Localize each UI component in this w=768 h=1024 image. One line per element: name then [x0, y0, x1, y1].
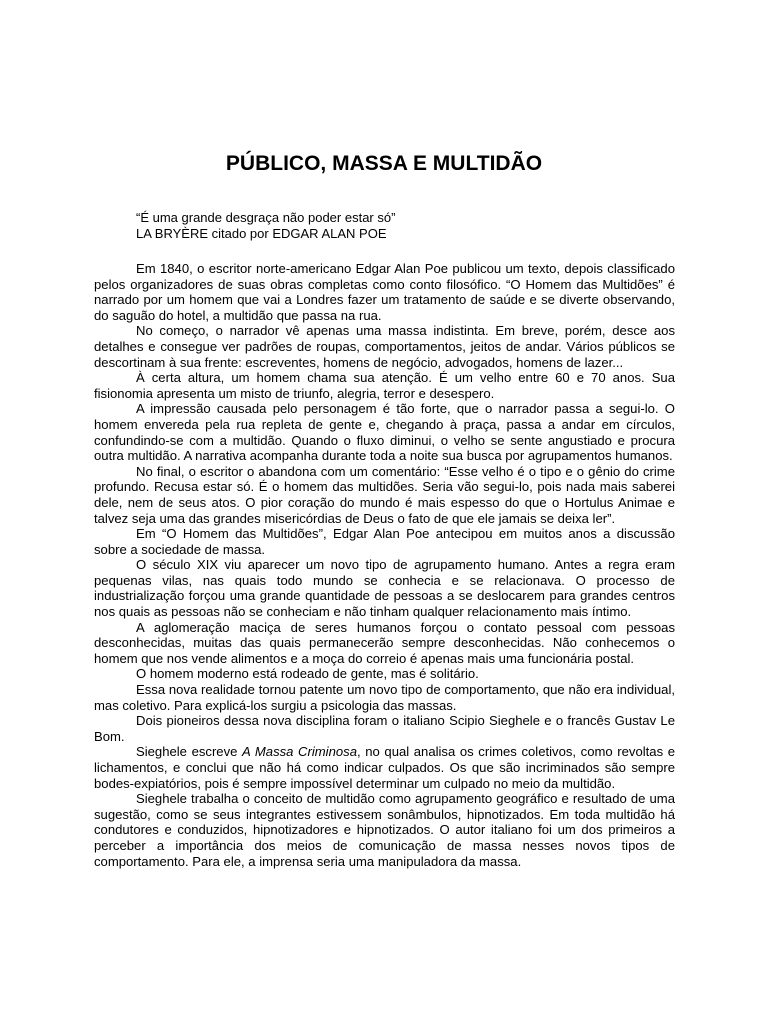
- paragraph: No começo, o narrador vê apenas uma massa indistinta. Em breve, porém, desce aos detalhes e consegue ver padrões de roupas, comportamentos, jeitos de andar. Vários públicos se descortinam à sua frente: escreventes, homens de negócio, advogados, homens de lazer...: [94, 323, 675, 370]
- paragraph-sieghele-book: [94, 744, 675, 791]
- paragraph-text: , no qual analisa os crimes coletivos, como revoltas e lichamentos, e conclui que não há como indicar culpados. Os que são incriminados são sempre bodes-expiatórios, pois é sempre impossível determinar um culpado no meio da multidão.: [94, 744, 675, 791]
- paragraph: O homem moderno está rodeado de gente, mas é solitário.: [136, 666, 479, 682]
- epigraph: [136, 210, 636, 242]
- epigraph-quote: “É uma grande desgraça não poder estar só”: [136, 210, 396, 225]
- paragraph-text: Sieghele escreve: [136, 744, 243, 760]
- page-title: PÚBLICO, MASSA E MULTIDÃO: [225, 152, 543, 175]
- paragraph: Sieghele trabalha o conceito de multidão como agrupamento geográfico e resultado de uma sugestão, como se seus integrantes estivessem sonâmbulos, hipnotizados. Em toda multidão há condutores e conduzidos, hipnotizadores e hipnotizados. O autor italiano foi um dos primeiros a perceber a importância dos meios de comunicação de massa nesses novos tipos de comportamento. Para ele, a imprensa seria uma manipuladora da massa.: [94, 791, 675, 869]
- paragraph: A impressão causada pelo personagem é tão forte, que o narrador passa a segui-lo. O homem envereda pela rua repleta de gente e, chegando à praça, passa a andar em círculos, confundindo-se com a multidão. Quando o fluxo diminui, o velho se sente angustiado e procura outra multidão. A narrativa acompanha durante toda a noite sua busca por agrupamentos humanos.: [94, 401, 675, 464]
- body-text: [94, 261, 675, 869]
- paragraph: Dois pioneiros dessa nova disciplina foram o italiano Scipio Sieghele e o francês Gustav Le Bom.: [94, 713, 675, 744]
- paragraph: Essa nova realidade tornou patente um novo tipo de comportamento, que não era individual, mas coletivo. Para explicá-los surgiu a psicologia das massas.: [94, 682, 675, 713]
- paragraph: À certa altura, um homem chama sua atenção. É um velho entre 60 e 70 anos. Sua fisionomia apresenta um misto de triunfo, alegria, terror e desespero.: [94, 370, 675, 401]
- paragraph: No final, o escritor o abandona com um comentário: “Esse velho é o tipo e o gênio do crime profundo. Recusa estar só. É o homem das multidões. Seria vão segui-lo, pois nada mais saberei dele, nem de seus atos. O pior coração do mundo é mais espesso do que o Hortulus Animae e talvez seja uma das grandes misericórdias de Deus o fato de que ele jamais se deixa ler”.: [94, 463, 675, 526]
- paragraph: Em 1840, o escritor norte-americano Edgar Alan Poe publicou um texto, depois classificado pelos organizadores de suas obras completas como conto filosófico. “O Homem das Multidões” é narrado por um homem que vai a Londres fazer um tratamento de saúde e se diverte observando, do saguão do hotel, a multidão que passa na rua.: [94, 261, 675, 323]
- paragraph: Em “O Homem das Multidões”, Edgar Alan Poe antecipou em muitos anos a discussão sobre a sociedade de massa.: [94, 526, 675, 557]
- paragraph: O século XIX viu aparecer um novo tipo de agrupamento humano. Antes a regra eram pequenas vilas, nas quais todo mundo se conhecia e se relacionava. O processo de industrialização forçou uma grande quantidade de pessoas a se deslocarem para grandes centros nos quais as pessoas não se conheciam e não tinham qualquer relacionamento mais íntimo.: [94, 557, 675, 620]
- epigraph-attribution: LA BRYÈRE citado por EDGAR ALAN POE: [136, 226, 387, 241]
- paragraph: A aglomeração maciça de seres humanos forçou o contato pessoal com pessoas desconhecidas, muitas das quais permanecerão sempre desconhecidas. Não conhecemos o homem que nos vende alimentos e a moça do correio é apenas mais uma funcionária postal.: [94, 619, 675, 666]
- book-title: A Massa Criminosa: [242, 744, 357, 760]
